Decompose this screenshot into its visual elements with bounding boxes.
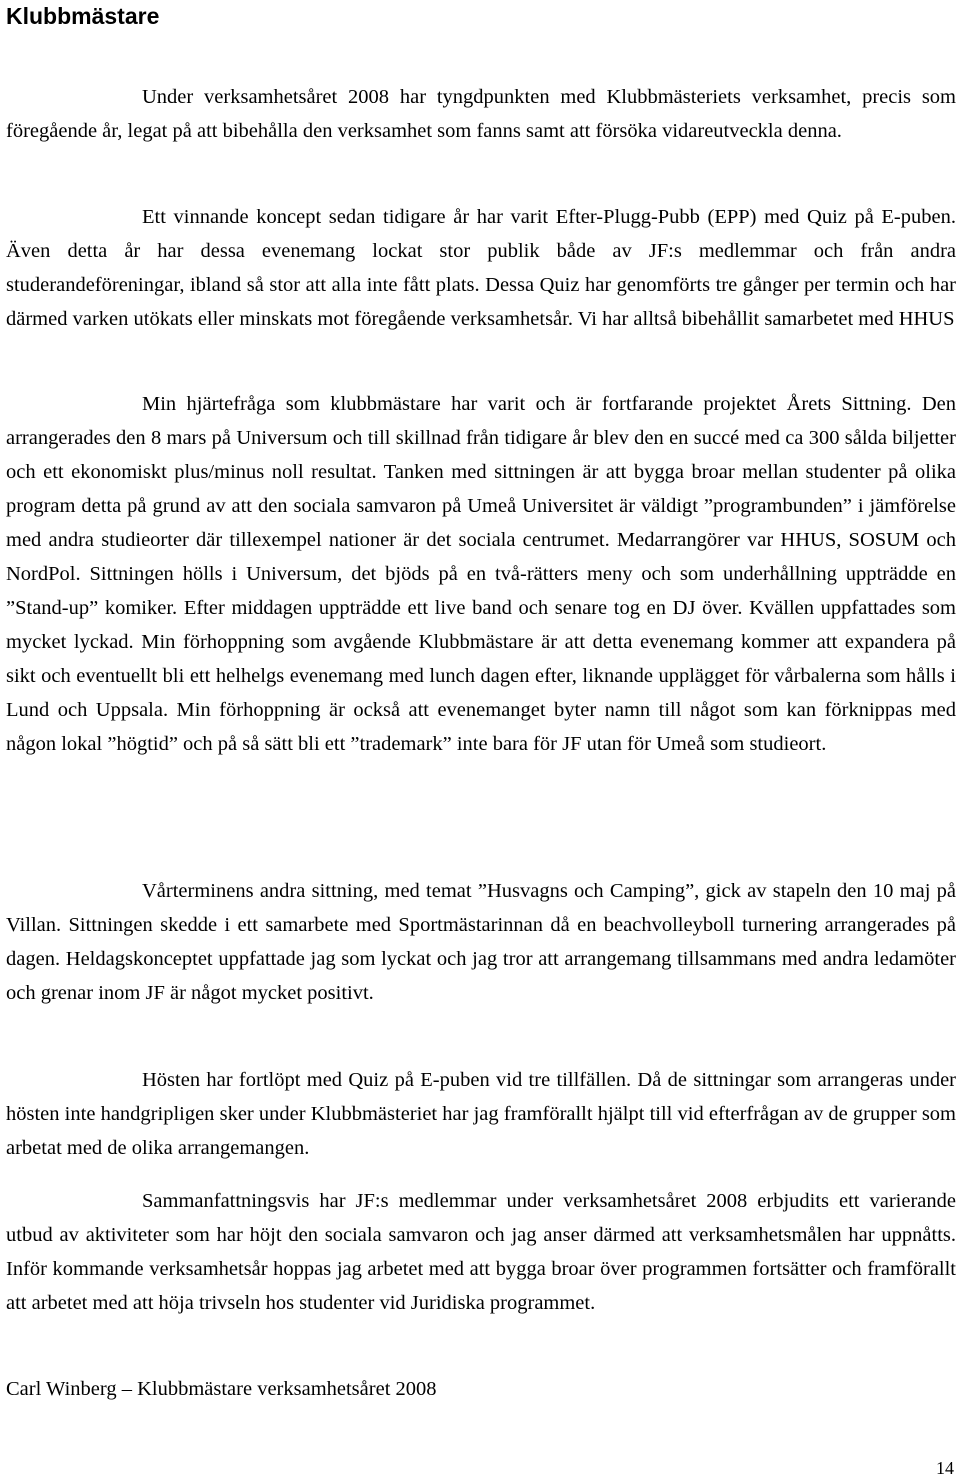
paragraph-summary: Sammanfattningsvis har JF:s medlemmar under verksamhetsåret 2008 erbjudits ett varierande utbud av aktiviteter som har höjt den sociala samvaron och jag anser därmed att verksamhetsmålen har uppnåtts. Inför kommande verksamhetsår hoppas jag arbetet med att bygga broar över programmen fortsätter och framförallt att arbetet med att höja trivseln hos studenter vid Juridiska programmet. [6, 1190, 956, 1314]
paragraph-hosten: Hösten har fortlöpt med Quiz på E-puben vid tre tillfällen. Då de sittningar som arrangeras under hösten inte handgripligen sker under Klubbmästeriet har jag framförallt hjälpt till vid efterfrågan av de grupper som arbetat med de olika arrangemangen. [6, 1069, 956, 1159]
paragraph-epp-quiz: Ett vinnande koncept sedan tidigare år har varit Efter-Plugg-Pubb (EPP) med Quiz på E-puben. Även detta år har dessa evenemang lockat stor publik både av JF:s medlemmar och från andra studerandeföreningar, ibland så stor att alla inte fått plats. Dessa Quiz har genomförts tre gånger per termin och har därmed varken utökats eller minskats mot föregående verksamhetsår. Vi har alltså bibehållit samarbetet med HHUS [6, 206, 956, 330]
page-number: 14 [936, 1458, 954, 1478]
paragraph-varterminen: Vårterminens andra sittning, med temat ”Husvagns och Camping”, gick av stapeln den 10 maj på Villan. Sittningen skedde i ett samarbete med Sportmästarinnan då en beachvolleyboll turnering arrangerades på dagen. Heldagskonceptet uppfattade jag som lyckat och jag tror att arrangemang tillsammans med andra ledamöter och grenar inom JF är något mycket positivt. [6, 880, 956, 1004]
paragraph-intro: Under verksamhetsåret 2008 har tyngdpunkten med Klubbmästeriets verksamhet, precis som föregående år, legat på att bibehålla den verksamhet som fanns samt att försöka vidareutveckla denna. [6, 86, 956, 142]
signature: Carl Winberg – Klubbmästare verksamhetsåret 2008 [6, 1378, 437, 1400]
page-title: Klubbmästare [6, 3, 160, 29]
paragraph-arets-sittning: Min hjärtefråga som klubbmästare har varit och är fortfarande projektet Årets Sittning. Den arrangerades den 8 mars på Universum och till skillnad från tidigare år blev den en succé med ca 300 sålda biljetter och ett ekonomiskt plus/minus noll resultat. Tanken med sittningen är att bygga broar mellan studenter på olika program detta på grund av att den sociala samvaron på Umeå Universitet är väldigt ”programbunden” i jämförelse med andra studieorter där tillexempel nationer är det sociala centrumet. Medarrangörer var HHUS, SOSUM och NordPol. Sittningen hölls i Universum, det bjöds på en två-rätters meny och som underhållning uppträdde en ”Stand-up” komiker. Efter middagen uppträdde ett live band och senare tog en DJ över. Kvällen uppfattades som mycket lyckad. Min förhoppning som avgående Klubbmästare är att detta evenemang kommer att expandera på sikt och eventuellt bli ett helhelgs evenemang med lunch dagen efter, liknande upplägget för vårbalerna som hålls i Lund och Uppsala. Min förhoppning är också att evenemanget byter namn till något som kan förknippas med någon lokal ”högtid” och på så sätt bli ett ”trademark” inte bara för JF utan för Umeå som studieort. [6, 393, 956, 755]
